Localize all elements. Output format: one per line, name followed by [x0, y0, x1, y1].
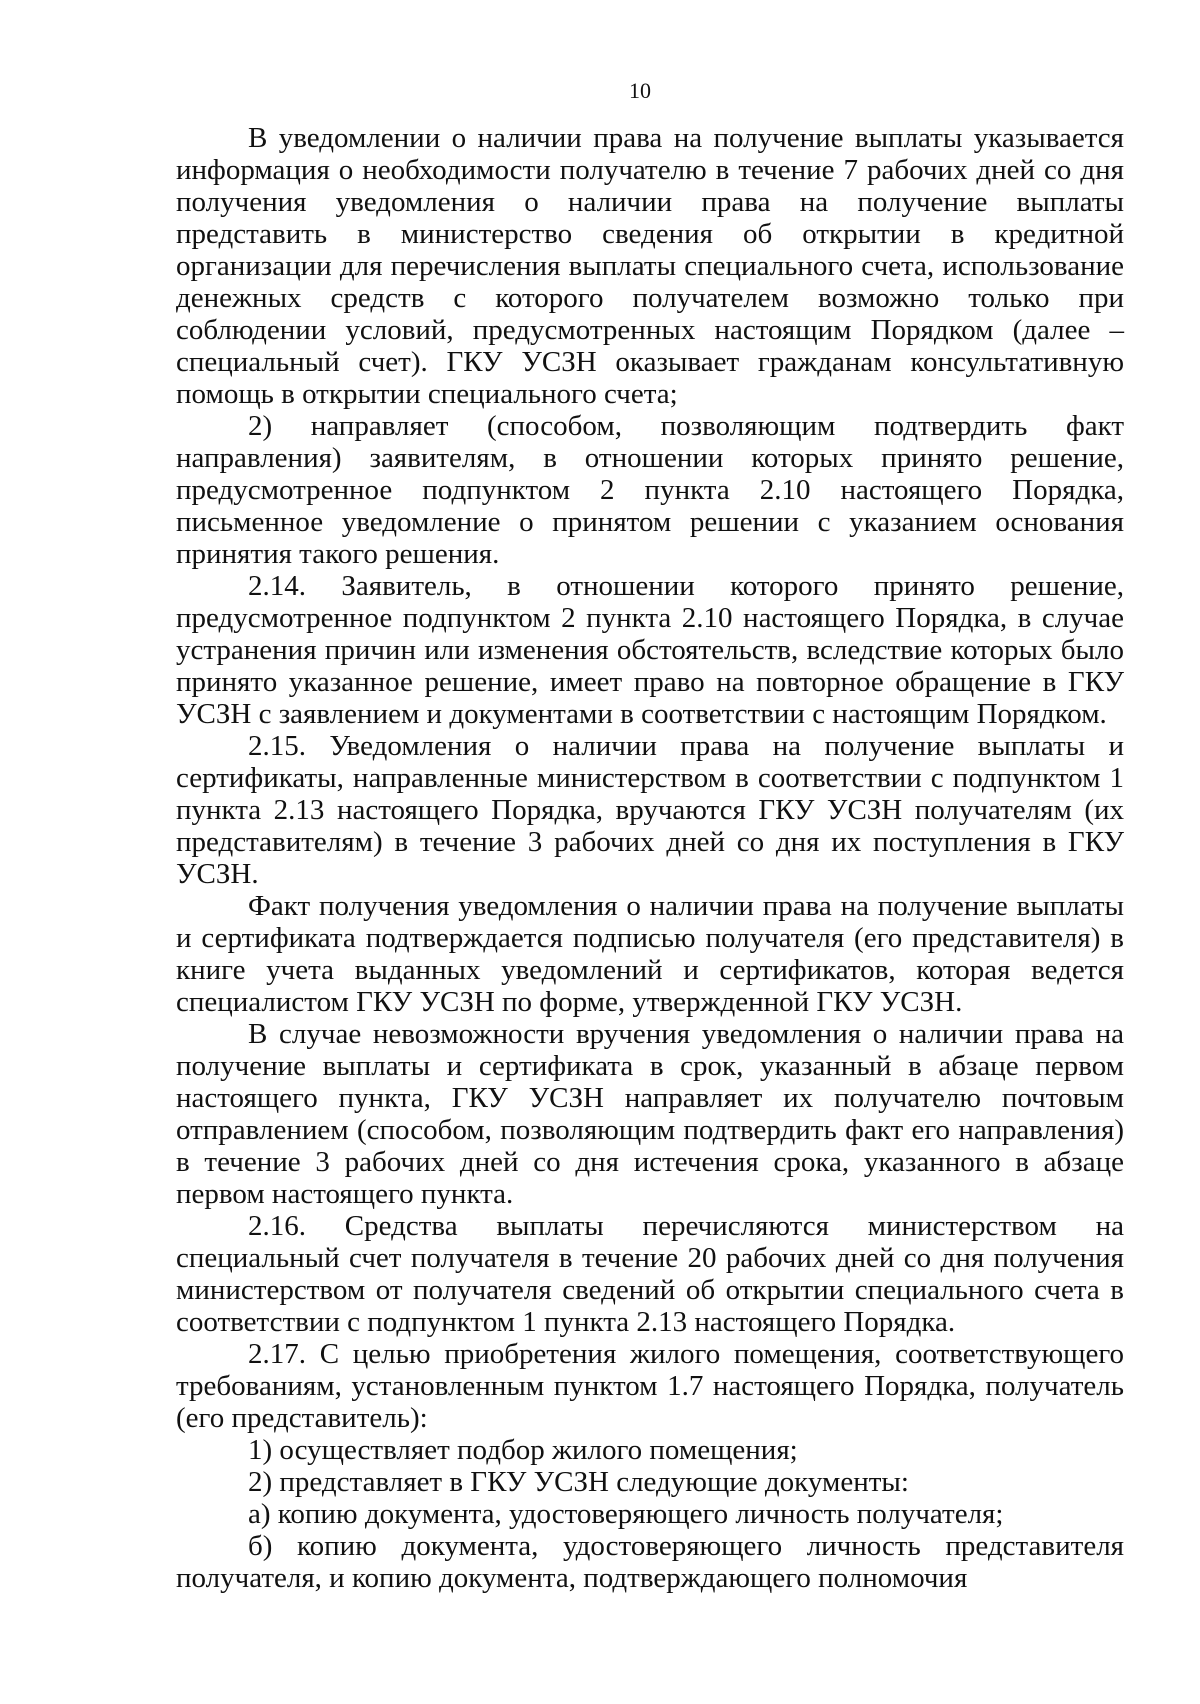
paragraph-2-14: 2.14. Заявитель, в отношении которого принято решение, предусмотренное подпунктом 2 пункта 2.10 настоящего Порядка, в случае устранения причин или изменения обстоятельств, вследствие которых было принято указанное решение, имеет право на повторное обращение в ГКУ УСЗН с заявлением и документами в соответствии с настоящим Порядком. [176, 570, 1124, 730]
paragraph-2-17: 2.17. С целью приобретения жилого помещения, соответствующего требованиям, установленным пунктом 1.7 настоящего Порядка, получатель (его представитель): [176, 1338, 1124, 1434]
paragraph-2-17-item-a: а) копию документа, удостоверяющего личность получателя; [248, 1498, 1004, 1530]
paragraph-2-17-item-2: 2) представляет в ГКУ УСЗН следующие документы: [248, 1466, 909, 1498]
paragraph-2-16: 2.16. Средства выплаты перечисляются министерством на специальный счет получателя в течение 20 рабочих дней со дня получения министерством от получателя сведений об открытии специального счета в соответствии с подпунктом 1 пункта 2.13 настоящего Порядка. [176, 1210, 1124, 1338]
paragraph-2-17-item-1: 1) осуществляет подбор жилого помещения; [248, 1434, 798, 1466]
paragraph-receipt-fact: Факт получения уведомления о наличии права на получение выплаты и сертификата подтверждается подписью получателя (его представителя) в книге учета выданных уведомлений и сертификатов, которая ведется специалистом ГКУ УСЗН по форме, утвержденной ГКУ УСЗН. [176, 890, 1124, 1018]
document-body [176, 122, 1124, 1594]
page-number: 10 [629, 78, 651, 103]
paragraph-2-17-item-b: б) копию документа, удостоверяющего личность представителя получателя, и копию документа, подтверждающего полномочия [176, 1530, 1124, 1594]
paragraph-delivery-impossible: В случае невозможности вручения уведомления о наличии права на получение выплаты и сертификата в срок, указанный в абзаце первом настоящего пункта, ГКУ УСЗН направляет их получателю почтовым отправлением (способом, позволяющим подтвердить факт его направления) в течение 3 рабочих дней со дня истечения срока, указанного в абзаце первом настоящего пункта. [176, 1018, 1124, 1210]
paragraph-item-2-sends: 2) направляет (способом, позволяющим подтвердить факт направления) заявителям, в отношении которых принято решение, предусмотренное подпунктом 2 пункта 2.10 настоящего Порядка, письменное уведомление о принятом решении с указанием основания принятия такого решения. [176, 410, 1124, 570]
paragraph-2-15: 2.15. Уведомления о наличии права на получение выплаты и сертификаты, направленные министерством в соответствии с подпунктом 1 пункта 2.13 настоящего Порядка, вручаются ГКУ УСЗН получателям (их представителям) в течение 3 рабочих дней со дня их поступления в ГКУ УСЗН. [176, 730, 1124, 890]
paragraph-notification-info: В уведомлении о наличии права на получение выплаты указывается информация о необходимости получателю в течение 7 рабочих дней со дня получения уведомления о наличии права на получение выплаты представить в министерство сведения об открытии в кредитной организации для перечисления выплаты специального счета, использование денежных средств с которого получателем возможно только при соблюдении условий, предусмотренных настоящим Порядком (далее – специальный счет). ГКУ УСЗН оказывает гражданам консультативную помощь в открытии специального счета; [176, 122, 1124, 410]
